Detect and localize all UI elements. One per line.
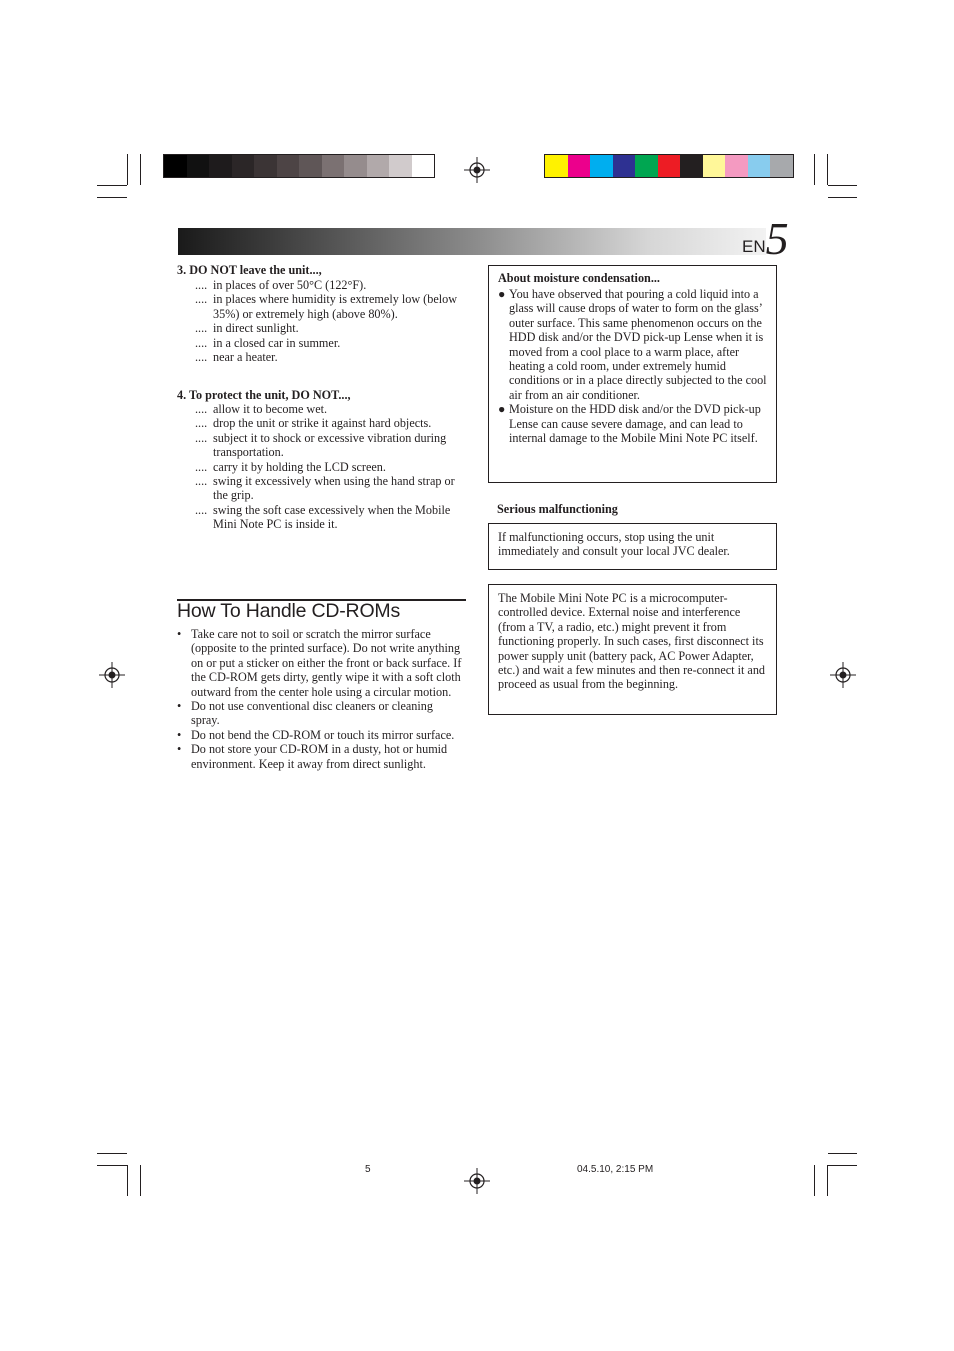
list-bullet: • — [177, 742, 182, 757]
color-swatch — [322, 155, 345, 177]
color-swatch — [277, 155, 300, 177]
list-bullet: .... — [195, 459, 208, 474]
color-swatch — [545, 155, 568, 177]
list-item-text: near a heater. — [213, 350, 278, 365]
crop-mark — [140, 1165, 141, 1196]
color-swatch — [635, 155, 658, 177]
list-item — [177, 742, 463, 771]
crop-mark — [828, 197, 857, 198]
microcomputer-box — [488, 584, 777, 715]
list-item-text: in direct sunlight. — [213, 321, 299, 336]
list-bullet: .... — [195, 430, 208, 445]
crop-mark — [814, 1165, 815, 1196]
crop-mark — [828, 1153, 857, 1154]
list-bullet: • — [177, 627, 182, 641]
list-item — [195, 503, 465, 532]
moisture-heading: About moisture condensation... — [498, 271, 660, 285]
page-number-large: 5 — [765, 213, 789, 264]
moisture-condensation-box — [488, 265, 777, 483]
list-item — [195, 292, 465, 321]
crop-mark — [97, 185, 127, 186]
list-item — [195, 431, 465, 460]
list-bullet: .... — [195, 335, 208, 350]
list-bullet: .... — [195, 416, 208, 431]
microcomputer-text: The Mobile Mini Note PC is a microcomputer-controlled device. External noise and interference (from a TV, a radio, etc.) might prevent it from functioning properly. In such cases, first disconnect its power supply unit (battery pack, AC Power Adapter, etc.) and wait a few minutes and then re-connect it and proceed as usual from the beginning. — [498, 591, 766, 692]
page-number-header — [742, 213, 789, 264]
list-bullet: .... — [195, 350, 208, 365]
section-4-list — [195, 402, 465, 532]
list-item — [498, 287, 774, 402]
list-bullet: ● — [498, 402, 506, 417]
color-swatch — [254, 155, 277, 177]
list-item — [177, 699, 463, 728]
color-swatch — [232, 155, 255, 177]
color-swatch — [703, 155, 726, 177]
list-item-text: swing it excessively when using the hand strap or the grip. — [213, 474, 455, 503]
list-item-text: drop the unit or strike it against hard objects. — [213, 416, 432, 431]
footer-page-number: 5 — [365, 1164, 371, 1175]
crop-mark — [828, 185, 857, 186]
list-item-text: Do not store your CD-ROM in a dusty, hot or humid environment. Keep it away from direct sunlight. — [191, 742, 448, 771]
list-item-text: in places of over 50°C (122°F). — [213, 278, 367, 292]
list-item — [195, 278, 465, 292]
section-3-list — [195, 278, 465, 364]
crop-mark — [97, 1153, 127, 1154]
crop-mark — [97, 1165, 127, 1166]
color-swatch — [299, 155, 322, 177]
list-bullet: .... — [195, 474, 208, 489]
crop-mark — [127, 1165, 128, 1196]
list-item — [195, 460, 465, 474]
crop-mark — [140, 154, 141, 185]
crop-mark — [97, 197, 127, 198]
language-code: EN — [742, 237, 766, 256]
list-item — [195, 416, 465, 430]
color-swatch — [344, 155, 367, 177]
registration-mark-icon — [464, 1168, 490, 1194]
list-bullet: .... — [195, 321, 208, 336]
malfunction-heading: Serious malfunctioning — [497, 502, 618, 516]
color-swatch — [658, 155, 681, 177]
list-item — [195, 336, 465, 350]
color-swatch — [568, 155, 591, 177]
color-swatch — [613, 155, 636, 177]
cdrom-section-title: How To Handle CD-ROMs — [177, 600, 401, 622]
list-item-text: Do not use conventional disc cleaners or cleaning spray. — [191, 699, 433, 728]
cdrom-list — [177, 627, 463, 771]
color-swatch — [725, 155, 748, 177]
list-item-text: Take care not to soil or scratch the mirror surface (opposite to the printed surface). Do not write anything on or put a sticker on either the front or back surface. If the CD-ROM gets dirty, gently wipe it with a soft cloth outward from the center hole using a circular motion. — [191, 627, 462, 699]
color-swatch — [389, 155, 412, 177]
color-swatch — [187, 155, 210, 177]
crop-mark — [127, 154, 128, 185]
list-item — [195, 474, 465, 503]
header-gradient-banner — [178, 228, 766, 255]
list-item — [195, 402, 465, 416]
list-item — [177, 728, 463, 742]
list-bullet: .... — [195, 278, 208, 292]
crop-mark — [814, 154, 815, 185]
color-calibration-bar — [544, 154, 794, 178]
list-item — [498, 402, 774, 445]
list-bullet: • — [177, 727, 182, 742]
section-3-heading: 3. DO NOT leave the unit..., — [177, 263, 322, 277]
list-item — [195, 350, 465, 364]
list-item-text: subject it to shock or excessive vibration during transportation. — [213, 430, 447, 460]
section-4-heading: 4. To protect the unit, DO NOT..., — [177, 388, 351, 402]
color-swatch — [164, 155, 187, 177]
footer-timestamp: 04.5.10, 2:15 PM — [577, 1164, 654, 1175]
list-item-text: Do not bend the CD-ROM or touch its mirror surface. — [191, 727, 455, 742]
malfunction-box — [488, 523, 777, 570]
list-bullet: ● — [498, 287, 506, 301]
list-item-text: allow it to become wet. — [213, 402, 328, 416]
color-swatch — [770, 155, 793, 177]
crop-mark — [828, 1165, 857, 1166]
malfunction-text: If malfunctioning occurs, stop using the unit immediately and consult your local JVC dealer. — [498, 530, 730, 559]
color-swatch — [748, 155, 771, 177]
color-swatch — [209, 155, 232, 177]
list-bullet: .... — [195, 292, 208, 307]
moisture-list — [498, 287, 774, 445]
list-item-text: You have observed that pouring a cold liquid into a glass will cause drops of water to form on the glass’ outer surface. This same phenomenon occurs on the HDD disk and/or the DVD pick-up Lense when it is moved from a cool place to a warm place, after heating a cold room, under extremely humid conditions or in a place directly subjected to the cool air from an air conditioner. — [509, 287, 767, 402]
list-item-text: carry it by holding the LCD screen. — [213, 459, 386, 474]
list-item-text: swing the soft case excessively when the Mobile Mini Note PC is inside it. — [213, 502, 451, 532]
color-swatch — [367, 155, 390, 177]
crop-mark — [827, 154, 828, 185]
list-bullet: .... — [195, 502, 208, 517]
color-swatch — [680, 155, 703, 177]
list-item-text: Moisture on the HDD disk and/or the DVD pick-up Lense can cause severe damage, and can lead to internal damage to the Mobile Mini Note PC itself. — [509, 402, 761, 446]
list-item-text: in a closed car in summer. — [213, 335, 341, 350]
color-swatch — [590, 155, 613, 177]
list-item-text: in places where humidity is extremely low (below 35%) or extremely high (above 80%). — [213, 292, 458, 321]
list-bullet: .... — [195, 402, 208, 416]
list-item — [195, 321, 465, 335]
grayscale-calibration-bar — [163, 154, 435, 178]
registration-mark-icon — [99, 662, 125, 688]
list-item — [177, 627, 463, 699]
registration-mark-icon — [464, 157, 490, 183]
crop-mark — [827, 1165, 828, 1196]
list-bullet: • — [177, 699, 182, 714]
color-swatch — [412, 155, 435, 177]
registration-mark-icon — [830, 662, 856, 688]
